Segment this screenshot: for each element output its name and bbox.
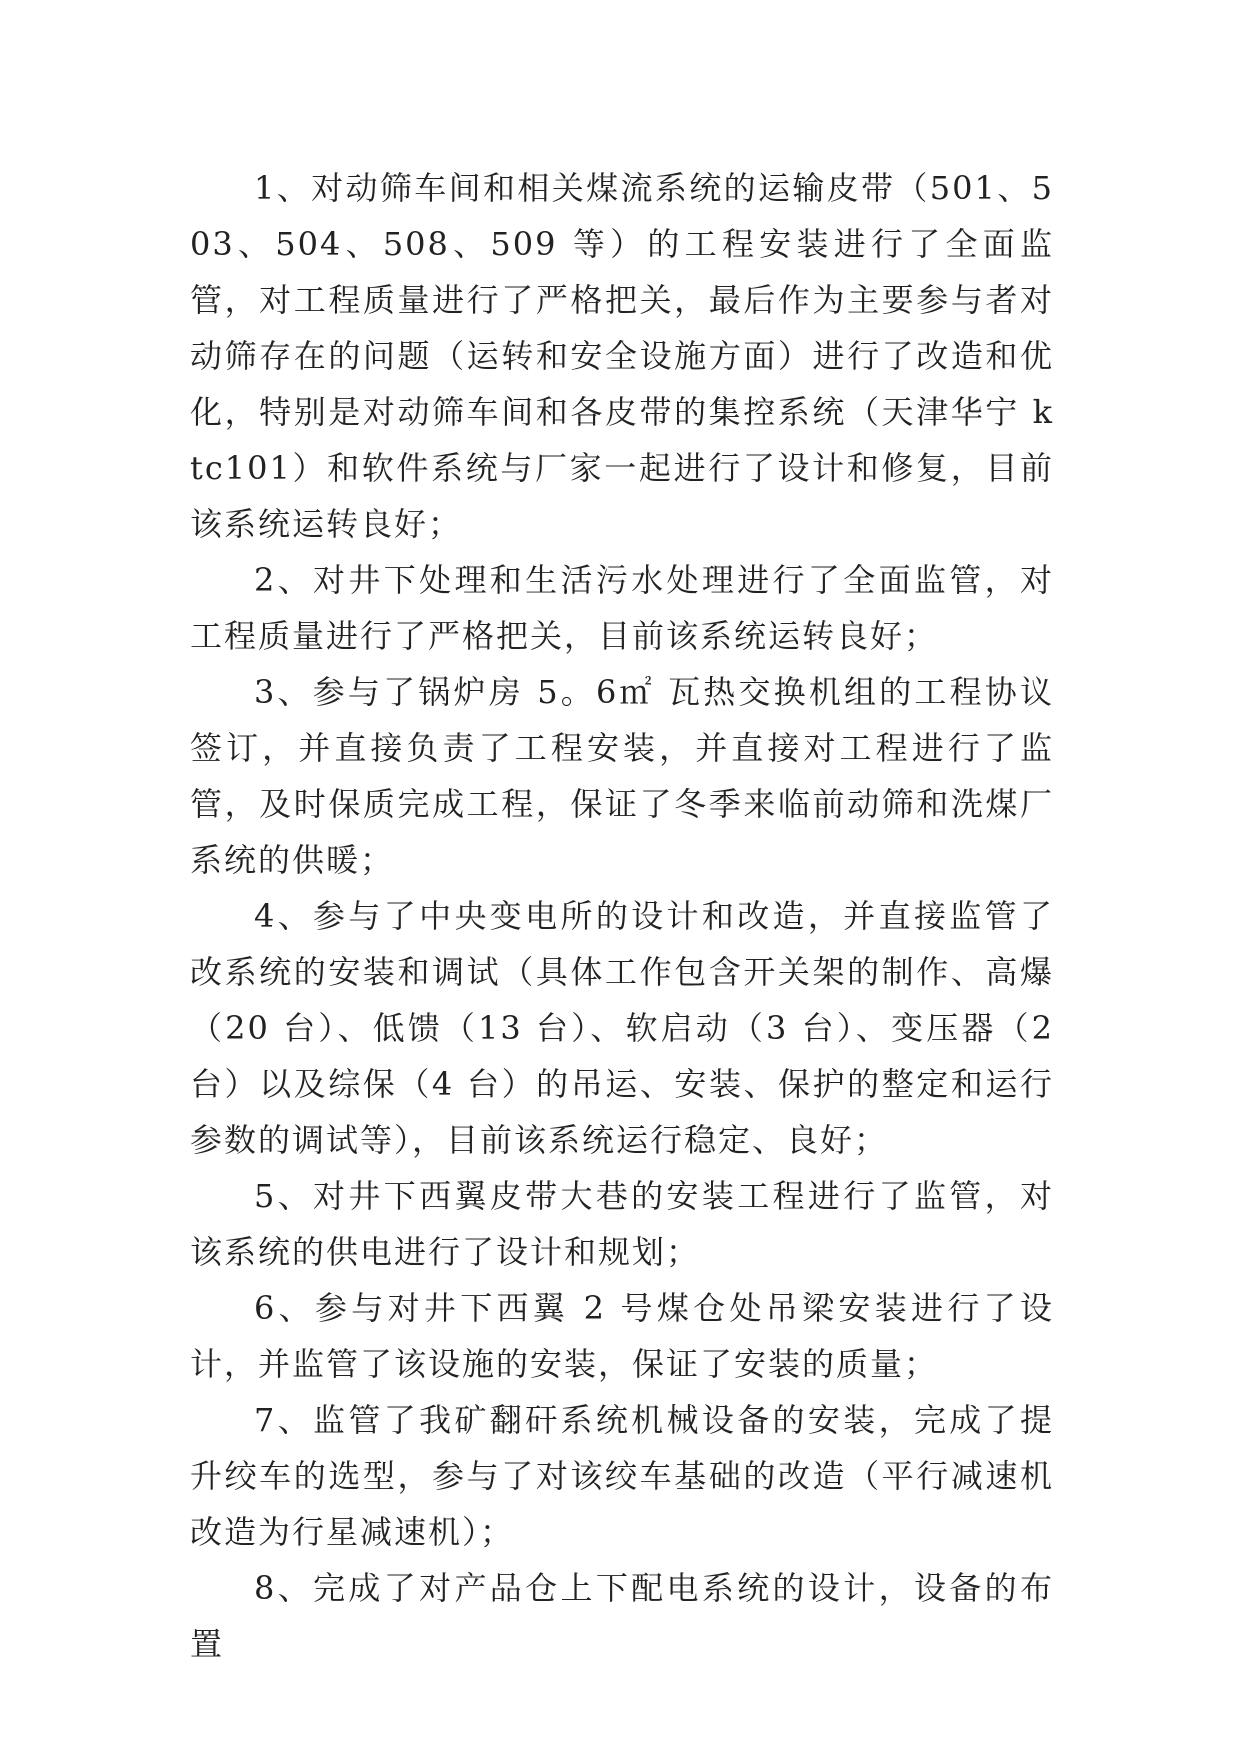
paragraph-2: 2、对井下处理和生活污水处理进行了全面监管，对工程质量进行了严格把关，目前该系统运转良好； bbox=[190, 561, 1054, 655]
paragraph-8: 8、完成了对产品仓上下配电系统的设计，设备的布置 bbox=[190, 1569, 1054, 1663]
paragraph-1: 1、对动筛车间和相关煤流系统的运输皮带（501、503、504、508、509 等）的工程安装进行了全面监管，对工程质量进行了严格把关，最后作为主要参与者对动筛存在的问题（运转和安全设施方面）进行了改造和优化，特别是对动筛车间和各皮带的集控系统（天津华宁 ktc101）和软件系统与厂家一起进行了设计和修复，目前该系统运转良好； bbox=[190, 169, 1054, 543]
paragraph-4: 4、参与了中央变电所的设计和改造，并直接监管了改系统的安装和调试（具体工作包含开关架的制作、高爆（20 台）、低馈（13 台）、软启动（3 台）、变压器（2 台）以及综保（4 台）的吊运、安装、保护的整定和运行参数的调试等），目前该系统运行稳定、良好； bbox=[190, 897, 1054, 1159]
paragraph-7: 7、监管了我矿翻矸系统机械设备的安装，完成了提升绞车的选型，参与了对该绞车基础的改造（平行减速机改造为行星减速机）； bbox=[190, 1401, 1054, 1551]
paragraph-5: 5、对井下西翼皮带大巷的安装工程进行了监管，对该系统的供电进行了设计和规划； bbox=[190, 1177, 1054, 1271]
paragraph-3: 3、参与了锅炉房 5。6㎡ 瓦热交换机组的工程协议签订，并直接负责了工程安装，并直接对工程进行了监管，及时保质完成工程，保证了冬季来临前动筛和洗煤厂系统的供暖； bbox=[190, 673, 1054, 879]
document-body bbox=[190, 160, 1054, 1672]
paragraph-6: 6、参与对井下西翼 2 号煤仓处吊梁安装进行了设计，并监管了该设施的安装，保证了安装的质量； bbox=[190, 1289, 1054, 1383]
